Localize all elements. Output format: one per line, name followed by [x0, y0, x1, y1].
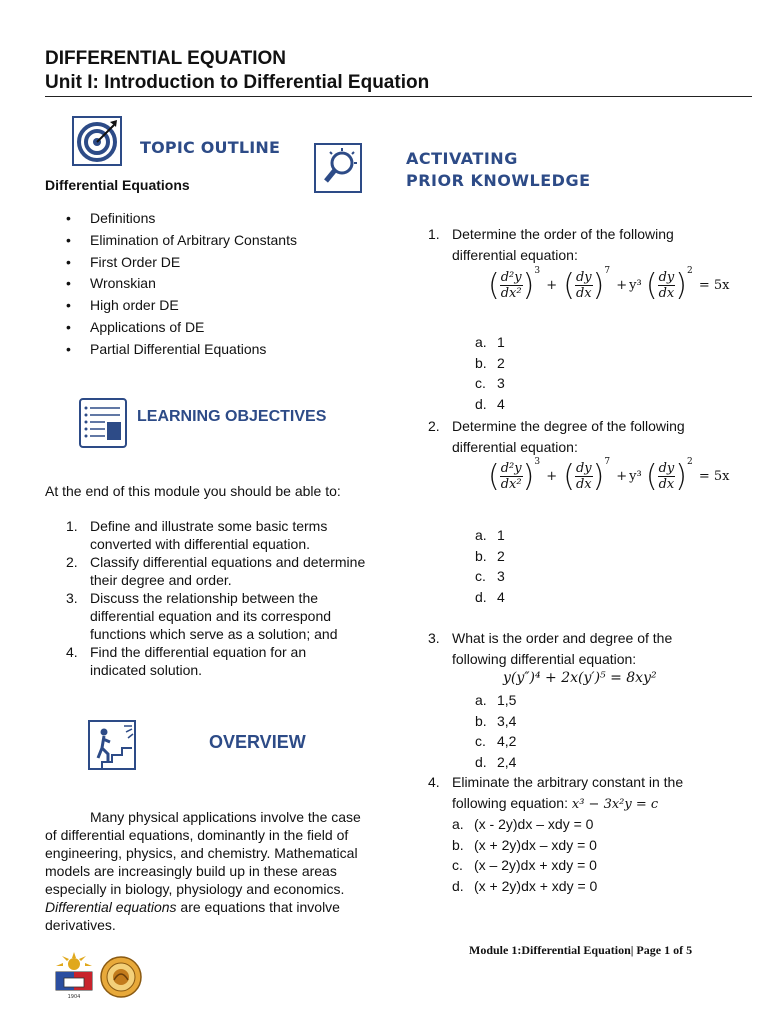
question-2-choices	[475, 525, 505, 607]
list-item: • Wronskian	[66, 273, 346, 295]
question-3: 3. What is the order and degree of the following differential equation:	[428, 630, 673, 667]
list-item: • Elimination of Arbitrary Constants	[66, 230, 346, 252]
list-item: • High order DE	[66, 295, 346, 317]
document-subtitle: Unit I: Introduction to Differential Equation	[45, 72, 430, 93]
choice-item: c. 4,2	[475, 733, 517, 750]
choice-item: b. 2	[475, 547, 505, 564]
choice-item: d. (x + 2y)dx + xdy = 0	[452, 877, 598, 894]
choice-item: d. 4	[475, 588, 505, 605]
list-item: • Partial Differential Equations	[66, 339, 346, 361]
lightbulb-icon	[314, 143, 362, 193]
page-footer: Module 1:Differential Equation| Page 1 of 5	[469, 943, 693, 957]
choice-item: b. 3,4	[475, 712, 517, 729]
equation-3: y(y″)⁴ + 2x(y′)⁵ = 8xy²	[503, 670, 657, 686]
list-item: • Definitions	[66, 208, 346, 230]
choice-item: d. 4	[475, 395, 505, 412]
overview-heading: OVERVIEW	[209, 732, 306, 752]
stairs-climber-icon	[88, 720, 138, 772]
question-1: 1. Determine the order of the following differential equation:	[428, 226, 674, 263]
question-1-choices	[475, 332, 505, 414]
choice-item: a. (x - 2y)dx – xdy = 0	[452, 816, 594, 832]
list-item: • First Order DE	[66, 252, 346, 274]
logo-year-text: 1904	[67, 994, 81, 1000]
choice-item: c. 3	[475, 568, 505, 585]
topic-outline-heading: TOPIC OUTLINE	[140, 138, 281, 157]
list-item: 3. Discuss the relationship between the differential equation and its correspond functions which serve as a solution; and	[66, 590, 338, 642]
objectives-list	[66, 517, 366, 679]
choice-item: a. 1,5	[475, 692, 517, 708]
document-list-icon	[79, 398, 127, 448]
choice-item: c. (x – 2y)dx + xdy = 0	[452, 857, 597, 874]
question-2: 2. Determine the degree of the following differential equation:	[428, 418, 685, 455]
list-item: • Applications of DE	[66, 317, 346, 339]
activating-prior-knowledge-heading: ACTIVATING PRIOR KNOWLEDGE	[406, 149, 591, 190]
list-item: 1. Define and illustrate some basic terms converted with differential equation.	[66, 518, 328, 552]
topic-subheading: Differential Equations	[45, 177, 190, 193]
department-seal-logo	[52, 952, 96, 1005]
header-divider	[45, 96, 752, 97]
list-item: 2. Classify differential equations and determine their degree and order.	[66, 554, 366, 588]
overview-paragraph: Many physical applications involve the case of differential equations, dominantly in the field of engineering, physics, and chemistry. Mathematical models are increasingly build up in these areas especially in biology, physiology and economics. Differential equations are equations that involve derivatives.	[45, 809, 361, 933]
document-title: DIFFERENTIAL EQUATION	[45, 48, 287, 69]
objectives-intro: At the end of this module you should be able to:	[45, 483, 341, 499]
choice-item: b. 2	[475, 354, 505, 371]
list-item: 4. Find the differential equation for an indicated solution.	[66, 644, 307, 678]
choice-item: c. 3	[475, 375, 505, 392]
learning-objectives-heading: LEARNING OBJECTIVES	[137, 408, 327, 425]
choice-item: b. (x + 2y)dx – xdy = 0	[452, 836, 597, 853]
de-equation-2: ( $\frac{\text{d²y}}{\text{dx²}}$ )$^3$ + ( $\frac{dy}{dx}$ )$^7$ + y³ ( $\frac{dy}{dx}$ )$^2$ = 5x	[488, 457, 730, 494]
choice-item: d. 2,4	[475, 753, 517, 770]
choice-item: a. 1	[475, 527, 505, 543]
de-equation-1: ( $\frac{\text{d²y}}{\text{dx²}}$ )$^3$ + ( $\frac{dy}{dx}$ )$^7$ + y³ ( $\frac{dy}{dx}$ )$^2$ = 5x	[488, 266, 730, 303]
choice-item: a. 1	[475, 334, 505, 350]
university-seal-logo	[100, 956, 142, 1003]
question-4-choices	[452, 814, 597, 896]
target-icon	[72, 116, 122, 166]
topic-list	[66, 208, 346, 361]
question-4: 4. Eliminate the arbitrary constant in the following equation: x³ − 3x²y = c	[428, 774, 684, 812]
question-3-choices	[475, 690, 516, 772]
